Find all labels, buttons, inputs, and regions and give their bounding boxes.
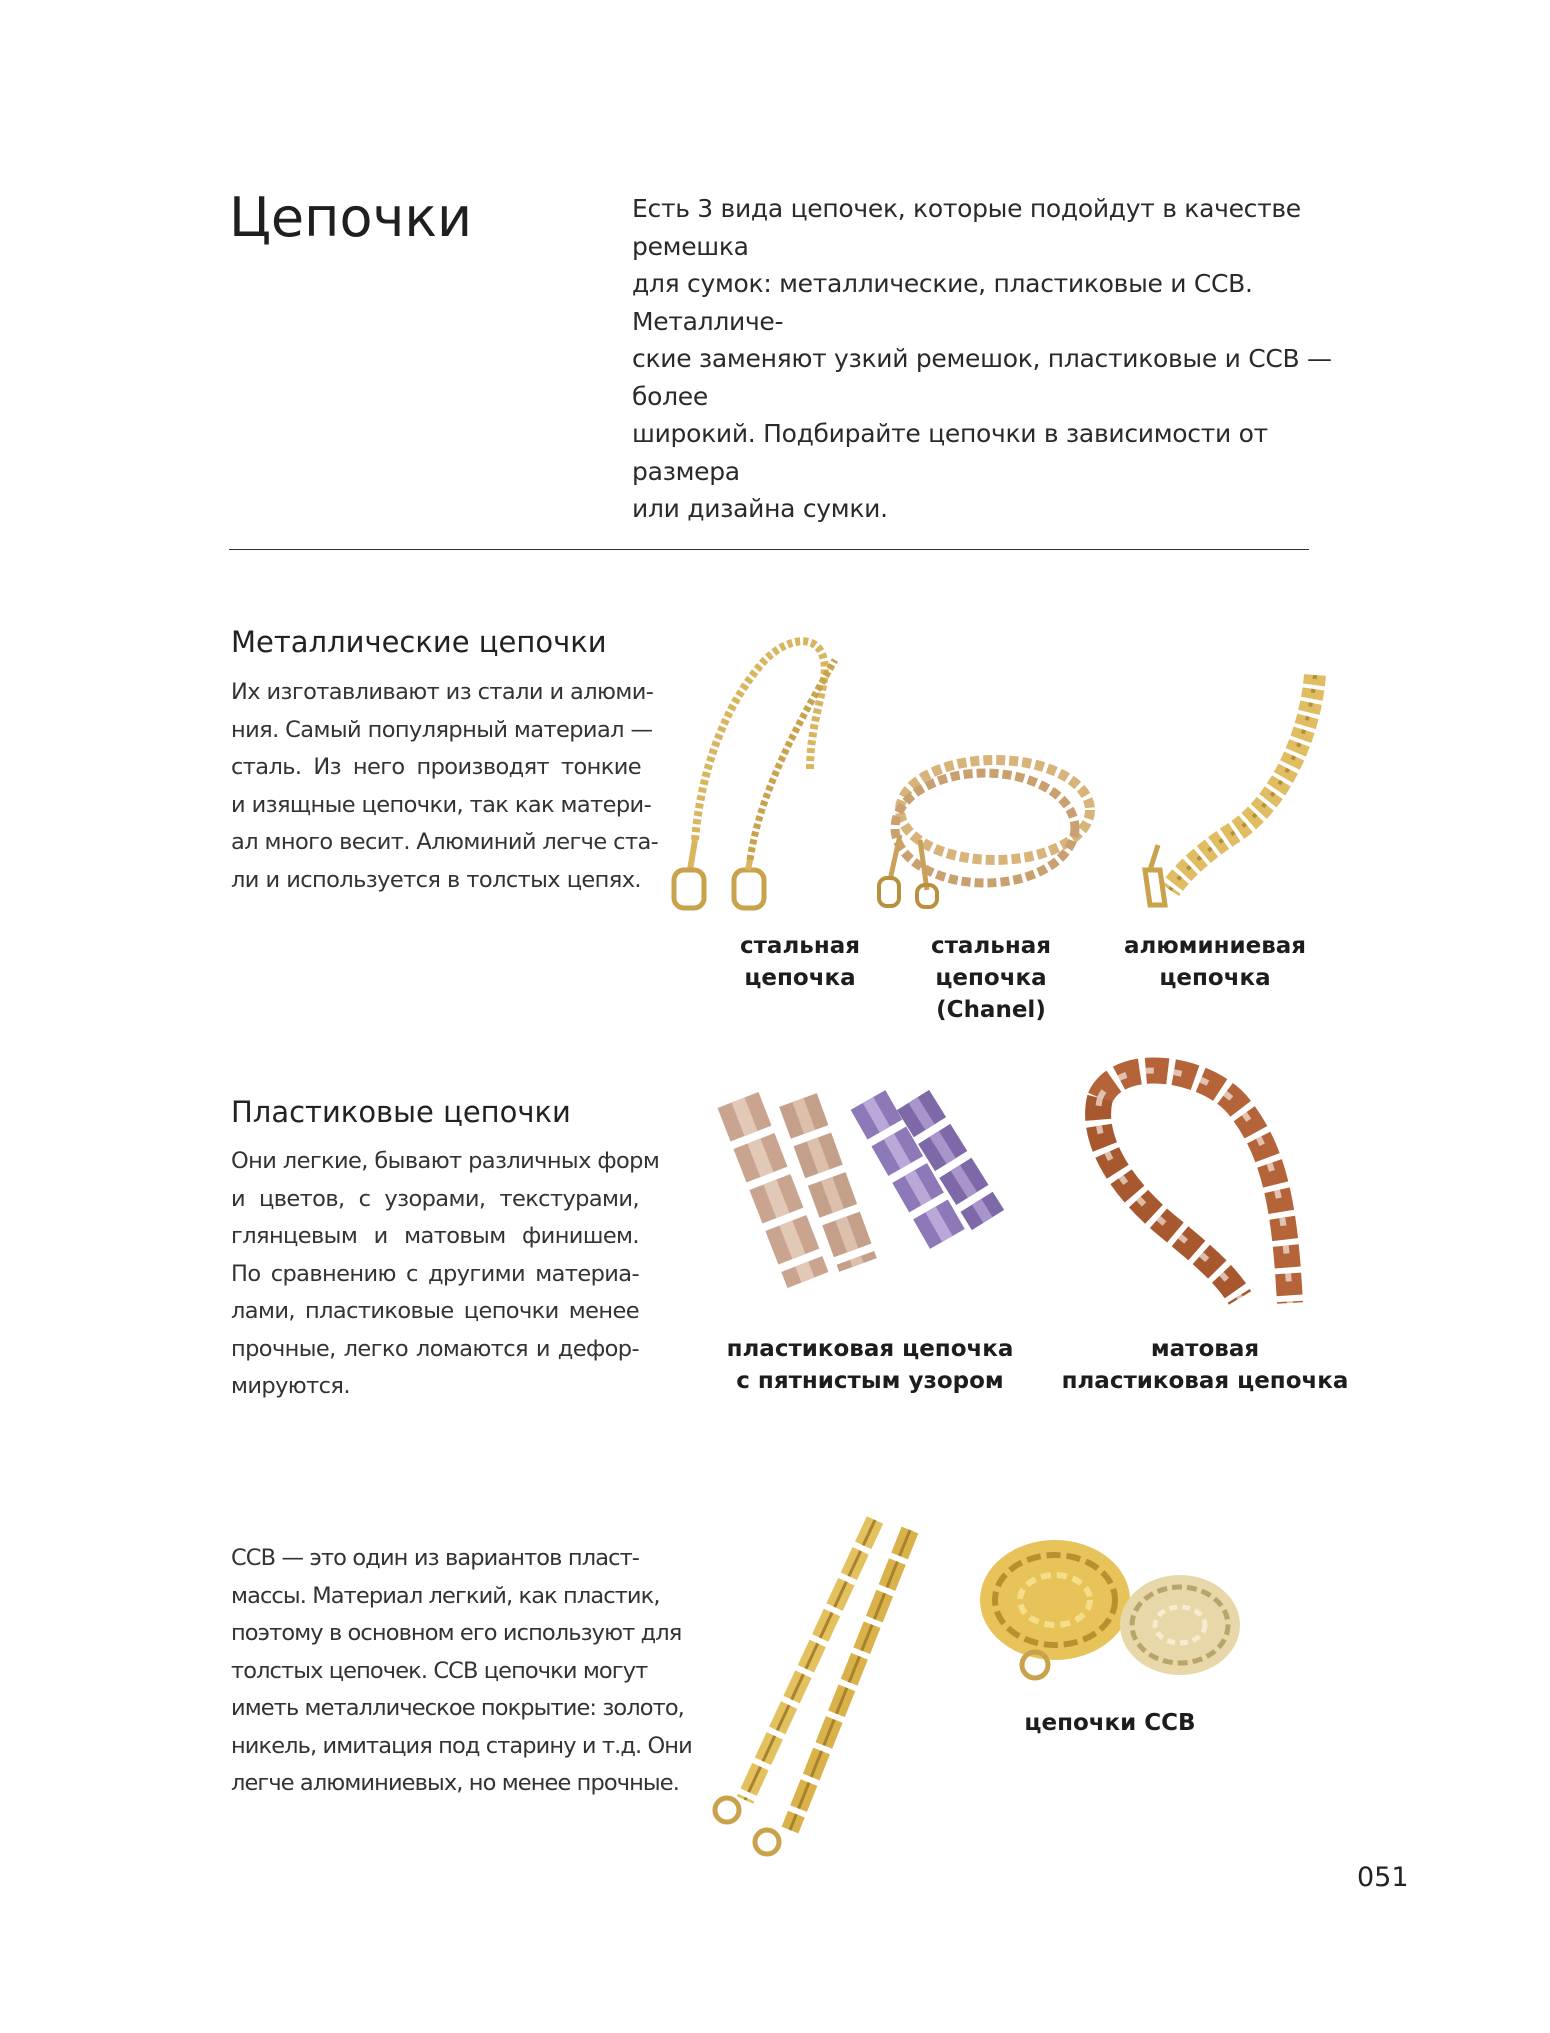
text-line: ли и используется в толстых цепях. (231, 866, 641, 893)
matte-plastic-chain-image (1060, 1058, 1350, 1318)
caption-line: алюминиевая (1123, 933, 1307, 959)
plastic-description (231, 1143, 660, 1406)
metal-heading: Металлические цепочки (231, 625, 607, 659)
ccb-description (231, 1540, 692, 1803)
intro-line: для сумок: металлические, пластиковые и CCB. Металличе- (632, 269, 1253, 336)
text-line: иметь металлическое покрытие: золото, (231, 1695, 684, 1721)
ccb-gold-chain-image (705, 1500, 955, 1860)
section-divider (229, 549, 1309, 550)
caption-line: стальная (739, 933, 861, 959)
caption-line: матовая (1150, 1336, 1260, 1362)
caption-ccb-chain: цепочки CCB (1024, 1710, 1196, 1736)
caption-line: пластиковая цепочка (1061, 1368, 1349, 1394)
intro-paragraph (632, 190, 1362, 528)
text-line: Они легкие, бывают различных форм (231, 1148, 660, 1174)
text-line: прочные, легко ломаются и дефор- (231, 1335, 639, 1362)
text-line: легче алюминиевых, но менее прочные. (231, 1770, 679, 1796)
text-line: ал много весит. Алюминий легче ста- (231, 829, 659, 855)
aluminum-chain-image (1110, 655, 1350, 915)
page-title: Цепочки (229, 186, 473, 249)
text-line: поэтому в основном его используют для (231, 1620, 682, 1646)
text-line: мируются. (231, 1373, 350, 1399)
caption-line: стальная цепочка (930, 933, 1052, 991)
text-line: толстых цепочек. CCB цепочки могут (231, 1657, 648, 1684)
text-line: сталь. Из него производят тонкие (231, 754, 641, 780)
text-line: CCB — это один из вариантов пласт- (231, 1545, 639, 1571)
ccb-chain-pile-image (975, 1520, 1255, 1700)
caption-steel-chain (700, 930, 900, 994)
caption-speckled-plastic-chain (725, 1333, 1015, 1397)
steel-chain-image (660, 630, 900, 920)
speckled-plastic-chain-image (718, 1090, 1018, 1300)
caption-aluminum-chain (1110, 930, 1320, 994)
caption-line: с пятнистым узором (736, 1368, 1004, 1394)
intro-line: широкий. Подбирайте цепочки в зависимости от размера (632, 419, 1268, 486)
text-line: никель, имитация под старину и т.д. Они (231, 1732, 692, 1759)
text-line: ния. Самый популярный материал — (231, 716, 653, 743)
text-line: Их изготавливают из стали и алюми- (231, 679, 654, 705)
page-number: 051 (1357, 1862, 1409, 1893)
caption-matte-plastic-chain (1055, 1333, 1355, 1397)
caption-line: пластиковая цепочка (726, 1336, 1014, 1362)
text-line: глянцевым и матовым финишем. (231, 1223, 639, 1249)
intro-line: или дизайна сумки. (632, 494, 888, 523)
plastic-heading: Пластиковые цепочки (231, 1095, 571, 1129)
text-line: По сравнению с другими материа- (231, 1260, 639, 1287)
metal-description (231, 674, 659, 899)
caption-line: цепочка (744, 965, 856, 991)
text-line: лами, пластиковые цепочки менее (231, 1298, 639, 1324)
chanel-chain-image (875, 740, 1105, 910)
text-line: массы. Материал легкий, как пластик, (231, 1582, 660, 1609)
intro-line: Есть 3 вида цепочек, которые подойдут в качестве ремешка (632, 194, 1301, 261)
caption-line: цепочка (1159, 965, 1271, 991)
caption-line: (Chanel) (936, 997, 1046, 1023)
caption-chanel-chain (876, 930, 1106, 1026)
text-line: и цветов, с узорами, текстурами, (231, 1185, 639, 1212)
text-line: и изящные цепочки, так как матери- (231, 791, 652, 818)
intro-line: ские заменяют узкий ремешок, пластиковые и CCB — более (632, 344, 1332, 411)
